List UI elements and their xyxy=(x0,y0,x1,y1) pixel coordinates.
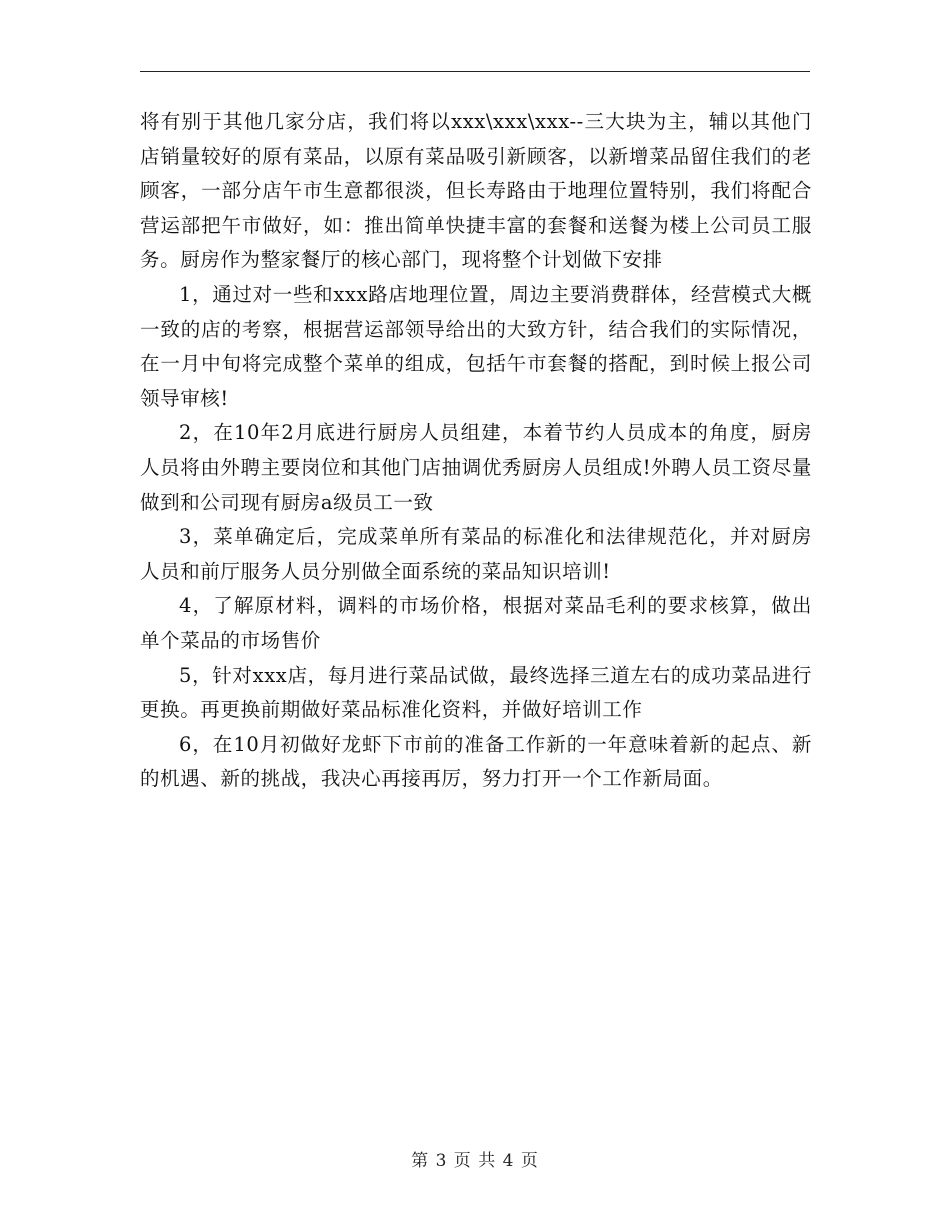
document-body xyxy=(140,105,812,797)
header-rule xyxy=(140,71,810,72)
paragraph-item-2: 2，在10年2月底进行厨房人员组建，本着节约人员成本的角度，厨房人员将由外聘主要岗位和其他门店抽调优秀厨房人员组成!外聘人员工资尽量做到和公司现有厨房a级员工一致 xyxy=(140,421,812,514)
paragraph-item-4: 4，了解原材料，调料的市场价格，根据对菜品毛利的要求核算，做出单个菜品的市场售价 xyxy=(140,594,812,652)
page-number-footer: 第 3 页 共 4 页 xyxy=(411,1151,539,1171)
paragraph-item-5: 5，针对xxx店，每月进行菜品试做，最终选择三道左右的成功菜品进行更换。再更换前期做好菜品标准化资料，并做好培训工作 xyxy=(140,663,812,722)
paragraph-item-1: 1，通过对一些和xxx路店地理位置，周边主要消费群体，经营模式大概一致的店的考察，根据营运部领导给出的大致方针，结合我们的实际情况，在一月中旬将完成整个菜单的组成，包括午市套餐的搭配，到时候上报公司领导审核! xyxy=(140,282,812,410)
paragraph-item-6: 6，在10月初做好龙虾下市前的准备工作新的一年意味着新的起点、新的机遇、新的挑战，我决心再接再厉，努力打开一个工作新局面。 xyxy=(140,732,812,791)
paragraph-item-3: 3，菜单确定后，完成菜单所有菜品的标准化和法律规范化，并对厨房人员和前厅服务人员分别做全面系统的菜品知识培训! xyxy=(140,525,812,583)
paragraph-intro: 将有别于其他几家分店，我们将以xxx\xxx\xxx--三大块为主，辅以其他门店销量较好的原有菜品，以原有菜品吸引新顾客，以新增菜品留住我们的老顾客，一部分店午市生意都很淡，但长寿路由于地理位置特别，我们将配合营运部把午市做好，如：推出简单快捷丰富的套餐和送餐为楼上公司员工服务。厨房作为整家餐厅的核心部门，现将整个计划做下安排 xyxy=(140,110,812,272)
